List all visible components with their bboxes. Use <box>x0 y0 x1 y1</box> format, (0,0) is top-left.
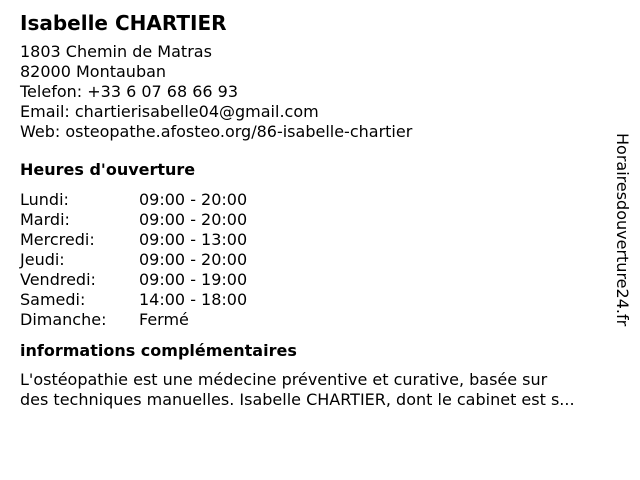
hours-row <box>20 250 610 270</box>
info-line-1: L'ostéopathie est une médecine préventive et curative, basée sur <box>20 370 548 389</box>
hours-day: Dimanche: <box>20 310 107 329</box>
hours-time: 14:00 - 18:00 <box>139 290 248 309</box>
hours-day: Vendredi: <box>20 270 96 289</box>
web-text: Web: osteopathe.afosteo.org/86-isabelle-chartier <box>20 122 413 141</box>
address-line-1: 1803 Chemin de Matras <box>20 42 212 61</box>
hours-day: Mardi: <box>20 210 70 229</box>
hours-time: 09:00 - 20:00 <box>139 250 248 269</box>
hours-row <box>20 190 610 210</box>
contact-block <box>20 42 610 142</box>
address-line-2: 82000 Montauban <box>20 62 167 81</box>
hours-time: 09:00 - 20:00 <box>139 190 248 209</box>
info-line-2: des techniques manuelles. Isabelle CHARTIER, dont le cabinet est s... <box>20 390 575 409</box>
hours-row <box>20 270 610 290</box>
business-name: Isabelle CHARTIER <box>20 11 227 35</box>
phone-text: Telefon: +33 6 07 68 66 93 <box>20 82 239 101</box>
hours-row <box>20 290 610 310</box>
hours-day: Samedi: <box>20 290 86 309</box>
hours-day: Mercredi: <box>20 230 95 249</box>
additional-info-text <box>20 370 632 410</box>
hours-time: Fermé <box>139 310 189 329</box>
side-brand-watermark: Horairesdouverture24.fr <box>613 133 632 327</box>
opening-hours-title: Heures d'ouverture <box>20 160 196 179</box>
hours-time: 09:00 - 19:00 <box>139 270 248 289</box>
hours-day: Jeudi: <box>20 250 65 269</box>
hours-row <box>20 210 610 230</box>
hours-time: 09:00 - 20:00 <box>139 210 248 229</box>
hours-row <box>20 310 610 330</box>
opening-hours-table <box>20 190 610 330</box>
hours-time: 09:00 - 13:00 <box>139 230 248 249</box>
business-details <box>20 10 610 410</box>
hours-row <box>20 230 610 250</box>
hours-day: Lundi: <box>20 190 69 209</box>
additional-info-title: informations complémentaires <box>20 341 297 360</box>
email-text: Email: chartierisabelle04@gmail.com <box>20 102 319 121</box>
